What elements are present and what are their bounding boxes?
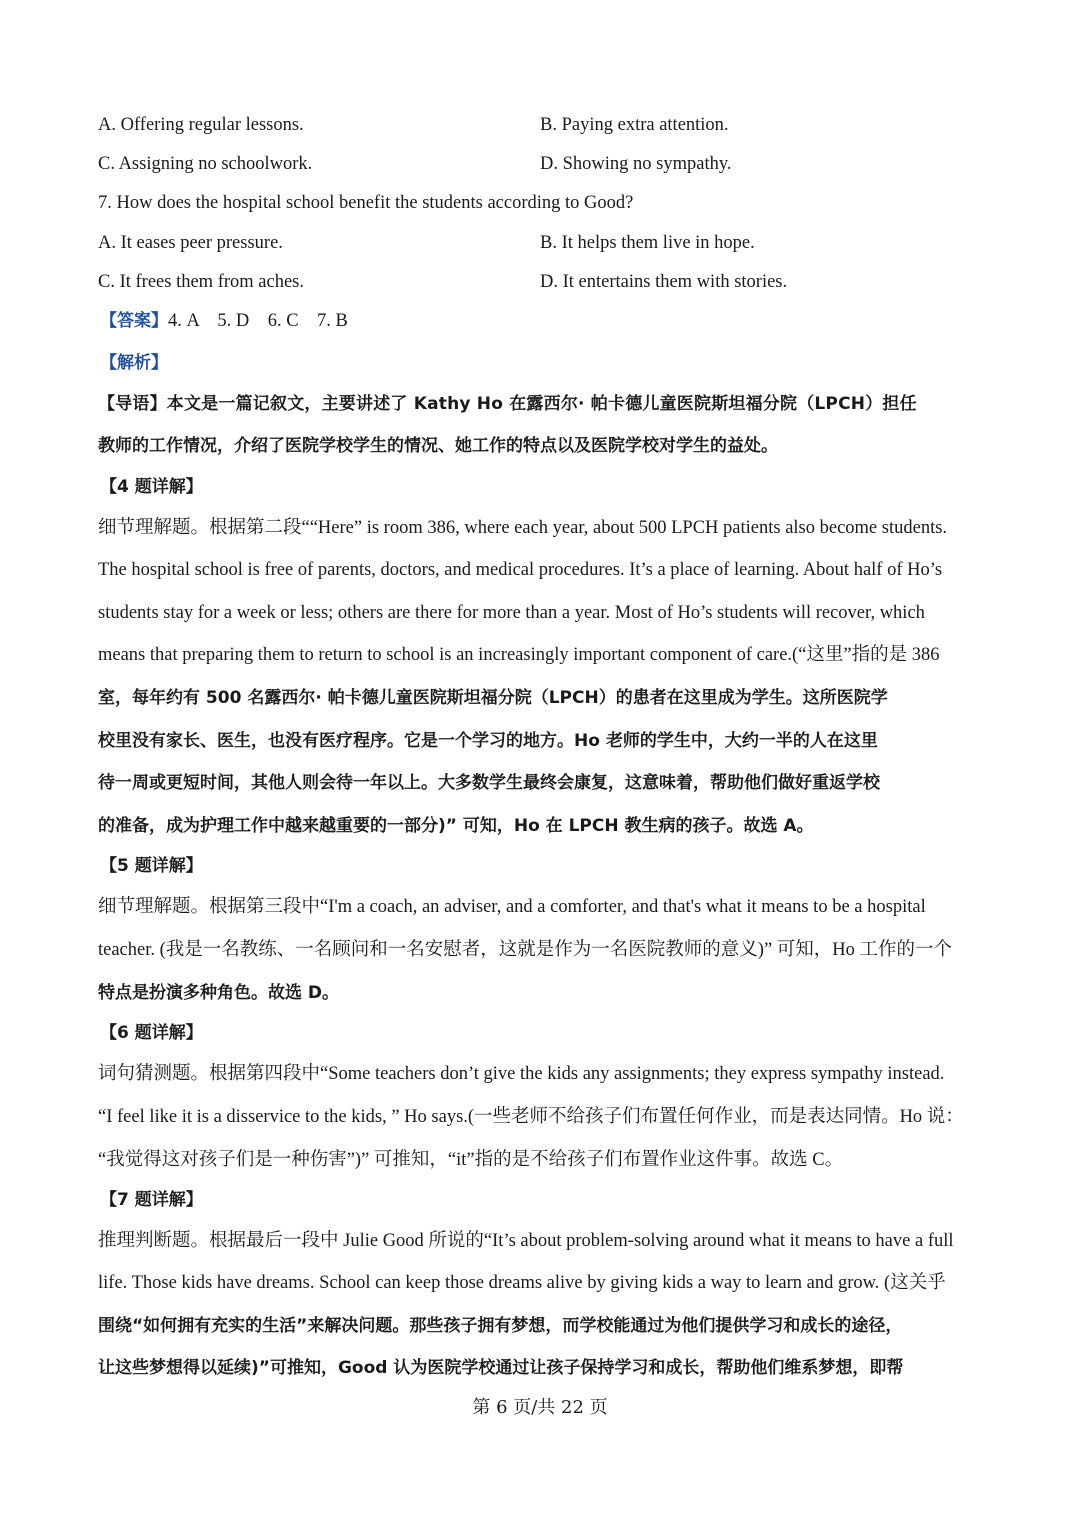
q4-line-5: 室，每年约有 500 名露西尔· 帕卡德儿童医院斯坦福分院（LPCH）的患者在这里成为学生。这所医院学 bbox=[98, 688, 888, 708]
answer-label: 【答案】 bbox=[100, 311, 168, 331]
option-7c: C. It frees them from aches. bbox=[98, 272, 304, 292]
option-6c: C. Assigning no schoolwork. bbox=[98, 154, 313, 174]
q6-line-3: “我觉得这对孩子们是一种伤害”)” 可推知，“it”指的是不给孩子们布置作业这件事。故选 C。 bbox=[98, 1150, 844, 1170]
q7-line-3: 围绕“如何拥有充实的生活”来解决问题。那些孩子拥有梦想，而学校能通过为他们提供学习和成长的途径， bbox=[98, 1316, 903, 1336]
q4-line-8: 的准备，成为护理工作中越来越重要的一部分)” 可知，Ho 在 LPCH 教生病的孩子。故选 A。 bbox=[98, 816, 814, 836]
q5-line-2: teacher. (我是一名教练、一名顾问和一名安慰者，这就是作为一名医院教师的意义)” 可知，Ho 工作的一个 bbox=[98, 940, 953, 960]
page-footer: 第 6 页/共 22 页 bbox=[472, 1397, 608, 1418]
answer-line bbox=[100, 309, 348, 333]
q5-line-3: 特点是扮演多种角色。故选 D。 bbox=[98, 983, 340, 1003]
q6-line-1: 词句猜测题。根据第四段中“Some teachers don’t give the kids any assignments; they express sympathy instead. bbox=[98, 1064, 945, 1084]
option-6d: D. Showing no sympathy. bbox=[540, 154, 732, 174]
q7-heading: 【7 题详解】 bbox=[100, 1190, 203, 1210]
intro-line-2: 教师的工作情况，介绍了医院学校学生的情况、她工作的特点以及医院学校对学生的益处。 bbox=[98, 436, 778, 456]
q4-heading: 【4 题详解】 bbox=[100, 477, 203, 497]
q4-line-3: students stay for a week or less; others are there for more than a year. Most of Ho’s students will recover, which bbox=[98, 603, 925, 623]
q7-line-4: 让这些梦想得以延续)”可推知，Good 认为医院学校通过让孩子保持学习和成长，帮助他们维系梦想，即帮 bbox=[98, 1358, 904, 1378]
option-7a: A. It eases peer pressure. bbox=[98, 233, 283, 253]
q7-line-1: 推理判断题。根据最后一段中 Julie Good 所说的“It’s about problem-solving around what it means to have a full bbox=[98, 1231, 954, 1251]
q7-line-2: life. Those kids have dreams. School can keep those dreams alive by giving kids a way to learn and grow. (这关乎 bbox=[98, 1273, 946, 1293]
q6-line-2: “I feel like it is a disservice to the kids, ” Ho says.(一些老师不给孩子们布置任何作业，而是表达同情。Ho 说： bbox=[98, 1107, 964, 1127]
q5-line-1: 细节理解题。根据第三段中“I'm a coach, an adviser, and a comforter, and that's what it means to be a hospital bbox=[98, 897, 926, 917]
option-6b: B. Paying extra attention. bbox=[540, 115, 729, 135]
q5-heading: 【5 题详解】 bbox=[100, 856, 203, 876]
q4-line-4: means that preparing them to return to school is an increasingly important component of care.(“这里”指的是 386 bbox=[98, 645, 940, 665]
option-7d: D. It entertains them with stories. bbox=[540, 272, 788, 292]
answer-text: 4. A 5. D 6. C 7. B bbox=[168, 311, 348, 331]
intro-line-1: 【导语】本文是一篇记叙文，主要讲述了 Kathy Ho 在露西尔· 帕卡德儿童医院斯坦福分院（LPCH）担任 bbox=[98, 394, 917, 414]
q4-line-7: 待一周或更短时间，其他人则会待一年以上。大多数学生最终会康复，这意味着，帮助他们做好重返学校 bbox=[98, 773, 880, 793]
q4-line-2: The hospital school is free of parents, doctors, and medical procedures. It’s a place of learning. About half of Ho’s bbox=[98, 560, 943, 580]
q4-line-6: 校里没有家长、医生，也没有医疗程序。它是一个学习的地方。Ho 老师的学生中，大约一半的人在这里 bbox=[98, 731, 878, 751]
question-7-stem: 7. How does the hospital school benefit the students according to Good? bbox=[98, 193, 634, 213]
q6-heading: 【6 题详解】 bbox=[100, 1023, 203, 1043]
analysis-label: 【解析】 bbox=[100, 353, 168, 373]
option-7b: B. It helps them live in hope. bbox=[540, 233, 755, 253]
option-6a: A. Offering regular lessons. bbox=[98, 115, 304, 135]
q4-line-1: 细节理解题。根据第二段““Here” is room 386, where each year, about 500 LPCH patients also become students. bbox=[98, 518, 948, 538]
